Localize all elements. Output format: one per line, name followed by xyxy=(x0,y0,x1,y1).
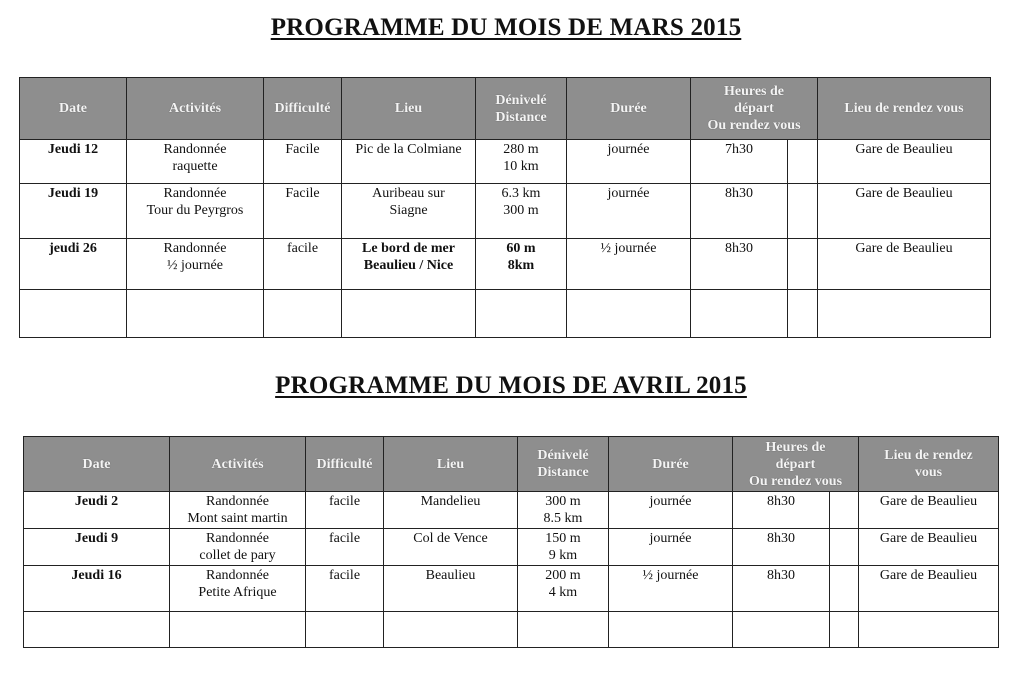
activite-line1: Randonnée xyxy=(163,186,227,201)
row-difficulte: Facile xyxy=(264,140,342,184)
header-difficulte: Difficulté xyxy=(264,78,342,140)
header-date: Date xyxy=(20,78,127,140)
row-rdv: Gare de Beaulieu xyxy=(859,529,999,566)
denivele-line1: 280 m xyxy=(503,142,539,157)
row-difficulte: facile xyxy=(306,492,384,529)
row-duree: journée xyxy=(609,492,733,529)
row-difficulte: facile xyxy=(306,529,384,566)
row-rdv: Gare de Beaulieu xyxy=(818,239,991,290)
row-difficulte: facile xyxy=(264,239,342,290)
denivele-line2: 300 m xyxy=(503,203,539,218)
activite-line2: raquette xyxy=(172,159,218,174)
activite-line2: Petite Afrique xyxy=(198,585,277,600)
header-duree: Durée xyxy=(567,78,691,140)
denivele-line1: 60 m xyxy=(506,241,536,256)
empty-cell xyxy=(24,612,170,648)
row-denivele xyxy=(476,184,567,239)
row-duree: journée xyxy=(567,184,691,239)
table-row xyxy=(24,566,999,612)
row-lieu xyxy=(342,239,476,290)
empty-cell xyxy=(691,290,788,338)
row-rdv: Gare de Beaulieu xyxy=(818,184,991,239)
row-heure: 8h30 xyxy=(733,529,830,566)
row-duree: journée xyxy=(609,529,733,566)
row-heure-extra xyxy=(830,529,859,566)
denivele-line2: 4 km xyxy=(548,585,578,600)
row-activite xyxy=(127,184,264,239)
header-lieu: Lieu xyxy=(384,437,518,492)
row-heure-extra xyxy=(830,492,859,529)
activite-line1: Randonnée xyxy=(206,568,269,583)
header-duree: Durée xyxy=(609,437,733,492)
row-lieu: Beaulieu xyxy=(384,566,518,612)
lieu-line1: Pic de la Colmiane xyxy=(355,142,462,157)
row-denivele xyxy=(518,566,609,612)
empty-cell xyxy=(264,290,342,338)
empty-cell xyxy=(306,612,384,648)
header-heures-line1: Heures de xyxy=(723,84,784,99)
lieu-line1: Le bord de mer xyxy=(362,241,455,256)
row-lieu xyxy=(342,140,476,184)
row-heure-extra xyxy=(788,239,818,290)
row-rdv: Gare de Beaulieu xyxy=(859,492,999,529)
empty-cell xyxy=(609,612,733,648)
row-rdv: Gare de Beaulieu xyxy=(818,140,991,184)
table-row-empty xyxy=(24,612,999,648)
row-heure: 8h30 xyxy=(733,566,830,612)
row-date: Jeudi 19 xyxy=(20,184,127,239)
empty-cell xyxy=(342,290,476,338)
row-heure-extra xyxy=(788,184,818,239)
row-duree: ½ journée xyxy=(567,239,691,290)
header-denivele: Dénivelé xyxy=(537,448,589,463)
activite-line2: Mont saint martin xyxy=(187,511,288,526)
row-date: Jeudi 2 xyxy=(24,492,170,529)
empty-cell xyxy=(127,290,264,338)
lieu-line1: Auribeau sur xyxy=(372,186,445,201)
header-heures xyxy=(691,78,818,140)
header-denivele-distance xyxy=(476,78,567,140)
row-activite xyxy=(170,529,306,566)
row-date: Jeudi 9 xyxy=(24,529,170,566)
denivele-line2: 8.5 km xyxy=(543,511,583,526)
mars-program-table xyxy=(19,77,991,338)
lieu-line2: Siagne xyxy=(389,203,428,218)
denivele-line2: 8km xyxy=(507,258,535,273)
header-activites: Activités xyxy=(170,437,306,492)
empty-cell xyxy=(170,612,306,648)
row-lieu: Mandelieu xyxy=(384,492,518,529)
table-row xyxy=(20,184,991,239)
header-heures-line1: Heures de xyxy=(765,439,826,455)
empty-cell xyxy=(733,612,830,648)
denivele-line1: 300 m xyxy=(545,494,581,509)
row-heure: 8h30 xyxy=(691,239,788,290)
avril-header-row xyxy=(24,437,999,492)
row-lieu xyxy=(342,184,476,239)
header-heures-line2: départ xyxy=(734,101,774,116)
empty-cell xyxy=(518,612,609,648)
activite-line1: Randonnée xyxy=(206,494,269,509)
header-heures-line3: Ou rendez vous xyxy=(748,473,843,489)
empty-cell xyxy=(788,290,818,338)
row-difficulte: facile xyxy=(306,566,384,612)
activite-line2: collet de pary xyxy=(199,548,276,563)
header-difficulte: Difficulté xyxy=(306,437,384,492)
row-denivele xyxy=(476,140,567,184)
activite-line2: ½ journée xyxy=(167,258,223,273)
avril-program-table xyxy=(23,436,999,648)
denivele-line2: 10 km xyxy=(503,159,539,174)
row-duree: ½ journée xyxy=(609,566,733,612)
empty-cell xyxy=(830,612,859,648)
row-duree: journée xyxy=(567,140,691,184)
row-denivele xyxy=(518,492,609,529)
header-denivele: Dénivelé xyxy=(495,92,547,108)
denivele-line2: 9 km xyxy=(548,548,578,563)
activite-line1: Randonnée xyxy=(206,531,269,546)
row-date: jeudi 26 xyxy=(20,239,127,290)
row-date: Jeudi 16 xyxy=(24,566,170,612)
row-activite xyxy=(170,492,306,529)
header-rdv: Lieu de rendez vous xyxy=(818,78,991,140)
empty-cell xyxy=(818,290,991,338)
table-row xyxy=(24,492,999,529)
empty-cell xyxy=(20,290,127,338)
row-activite xyxy=(127,239,264,290)
table-row xyxy=(20,140,991,184)
header-rdv xyxy=(859,437,999,492)
activite-line1: Randonnée xyxy=(163,142,227,157)
header-rdv-line1: Lieu de rendez xyxy=(884,448,973,463)
header-denivele-distance xyxy=(518,437,609,492)
row-activite xyxy=(127,140,264,184)
avril-title: PROGRAMME DU MOIS DE AVRIL 2015 xyxy=(275,372,747,399)
activite-line1: Randonnée xyxy=(163,241,227,256)
table-row xyxy=(20,239,991,290)
table-row xyxy=(24,529,999,566)
header-rdv-line2: vous xyxy=(914,465,943,480)
header-distance: Distance xyxy=(537,465,589,480)
header-heures-line3: Ou rendez vous xyxy=(707,118,801,133)
row-heure-extra xyxy=(788,140,818,184)
row-date: Jeudi 12 xyxy=(20,140,127,184)
header-distance: Distance xyxy=(495,109,547,125)
row-rdv: Gare de Beaulieu xyxy=(859,566,999,612)
activite-line2: Tour du Peyrgros xyxy=(146,203,244,218)
denivele-line1: 200 m xyxy=(545,568,581,583)
row-denivele xyxy=(518,529,609,566)
header-lieu: Lieu xyxy=(342,78,476,140)
row-heure: 7h30 xyxy=(691,140,788,184)
mars-title: PROGRAMME DU MOIS DE MARS 2015 xyxy=(270,14,742,41)
empty-cell xyxy=(384,612,518,648)
row-heure-extra xyxy=(830,566,859,612)
row-denivele xyxy=(476,239,567,290)
header-date: Date xyxy=(24,437,170,492)
denivele-line1: 150 m xyxy=(545,531,581,546)
mars-header-row xyxy=(20,78,991,140)
lieu-line2: Beaulieu / Nice xyxy=(363,258,454,273)
header-heures-line2: départ xyxy=(775,456,816,472)
header-activites: Activités xyxy=(127,78,264,140)
row-heure: 8h30 xyxy=(733,492,830,529)
empty-cell xyxy=(567,290,691,338)
denivele-line1: 6.3 km xyxy=(501,186,541,201)
table-row-empty xyxy=(20,290,991,338)
row-activite xyxy=(170,566,306,612)
header-heures xyxy=(733,437,859,492)
empty-cell xyxy=(476,290,567,338)
empty-cell xyxy=(859,612,999,648)
row-lieu: Col de Vence xyxy=(384,529,518,566)
row-difficulte: Facile xyxy=(264,184,342,239)
row-heure: 8h30 xyxy=(691,184,788,239)
